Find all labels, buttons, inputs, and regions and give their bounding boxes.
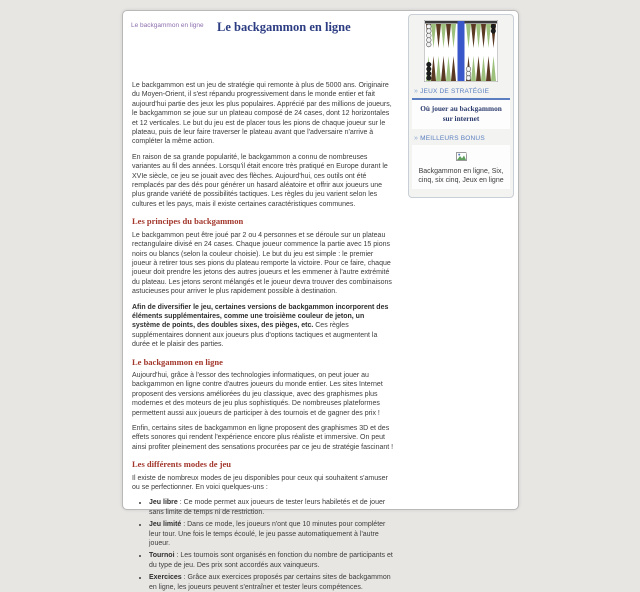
paragraph-online: Aujourd'hui, grâce à l'essor des technologies informatiques, on peut jouer au backgammon en ligne contre d'autres joueurs du monde entier. Les sites Internet proposent des versions améliorées du jeu classique, avec des graphismes plus modernes et des moteurs de jeu plus sophistiqués. De nombreuses plateformes permettent aussi aux joueurs de participer à des tournois et de gagner des prix ! — [132, 371, 383, 417]
list-item-text: : Dans ce mode, les joueurs n'ont que 10 minutes pour compléter leur tour. Une fois le temps écoulé, le jeu passe automatiquement à l'autre joueur. — [149, 521, 386, 548]
list-item-text: : Les tournois sont organisés en fonction du nombre de participants et du type de jeu. Des prix sont accordés aux vainqueurs. — [149, 552, 393, 569]
sidebar-play-box — [412, 98, 510, 129]
sidebar-section-bonus — [414, 135, 510, 142]
sidebar-bonus-box — [412, 145, 510, 189]
list-item-label: Tournoi — [149, 552, 175, 560]
broken-image-icon — [456, 148, 467, 166]
paragraph-variants — [132, 303, 394, 350]
list-item — [149, 498, 394, 517]
bonus-links[interactable]: Backgammon en ligne, Six, cinq, six cinq, Jeux en ligne — [418, 167, 504, 184]
list-item — [149, 551, 394, 570]
list-item-label: Jeu libre — [149, 499, 178, 507]
breadcrumb-link[interactable]: Le backgammon en ligne — [131, 22, 204, 29]
list-item — [149, 573, 394, 592]
list-item-text: : Ce mode permet aux joueurs de tester leurs habiletés et de jouer sans limite de temps ni de restriction. — [149, 499, 386, 516]
page-title: Le backgammon en ligne — [217, 20, 351, 34]
article — [132, 81, 394, 592]
list-item-label: Exercices — [149, 574, 182, 582]
paragraph-variants-bold: Afin de diversifier le jeu, certaines versions de backgammon incorporent des éléments supplémentaires, comme une troisième couleur de jeton, un système de points, des doubles sixes, des pièges, etc. — [132, 303, 389, 330]
paragraph-3d: Enfin, certains sites de backgammon en ligne proposent des graphismes 3D et des effets sonores qui rendent l'expérience encore plus réaliste et immersive. On peut ainsi profiter pleinement des sensations procurées par ce jeu de stratégie fascinant ! — [132, 425, 394, 451]
paragraph-history: En raison de sa grande popularité, le backgammon a connu de nombreuses variantes au fil des années. Lorsqu'il était encore très pratiqué en Europe durant le XVIe siècle, ce jeu se jouait avec des flèches. Aujourd'hui, ces outils ont été remplacés par des dés pour générer un hasard aléatoire et offrir aux joueurs une plus grande variété de possibilités tactiques. Les règles du jeu varient selon les cultures et les pays, mais il existe certaines caractéristiques communes. — [132, 153, 388, 208]
backgammon-board-image — [424, 20, 498, 82]
heading-online: Le backgammon en ligne — [132, 356, 223, 367]
chevron-right-icon: » — [414, 88, 419, 95]
paragraph-rules: Le backgammon peut être joué par 2 ou 4 personnes et se déroule sur un plateau rectangulaire divisé en 24 cases. Chaque joueur commence la partie avec 15 pions noirs ou blancs (selon la couleur choisie). Le but du jeu est simple : le premier joueur à retirer tous ses pions du plateau remporte la victoire. Pour ce faire, chaque joueur doit prendre les jetons des autres joueurs et les emmener à l'autre extrémité du plateau. Les jetons seront mélangés et le joueur devra trouver des combinaisons astucieuses pour arriver le plus rapidement possible à destination. — [132, 231, 392, 296]
sidebar-section-strategy — [414, 88, 510, 95]
play-backgammon-link[interactable]: Où jouer au backgammon sur internet — [420, 104, 502, 123]
sidebar-section-bonus-label: MEILLEURS BONUS — [420, 134, 485, 142]
list-item-label: Jeu limité — [149, 521, 182, 529]
content-page — [122, 10, 519, 591]
heading-principles: Les principes du backgammon — [132, 216, 244, 227]
paragraph-variants-rest: Ces règles supplémentaires donnent aux joueurs plus d'options tactiques et augmentent la durée et le plaisir des parties. — [132, 322, 378, 349]
paragraph-intro: Le backgammon est un jeu de stratégie qui remonte à plus de 5000 ans. Originaire du Moyen-Orient, il s'est répandu progressivement dans le monde entier et fait aujourd'hui partie des jeux les plus populaires. Apprécié par des millions de joueurs, le backgammon se joue sur un plateau composé de 24 cases, dont 12 horizontales et 12 verticales. Le but du jeu est de placer tous les pions de chaque joueur sur le plateau, puis de leur faire traverser le plateau avant que l'adversaire n'arrive à compléter la même action. — [132, 82, 392, 146]
list-item-text: : Grâce aux exercices proposés par certains sites de backgammon en ligne, les joueurs peuvent s'entraîner et tester leurs compétences. — [149, 574, 391, 591]
chevron-right-icon: » — [414, 134, 419, 142]
game-modes-list — [149, 498, 394, 592]
list-item — [149, 520, 394, 548]
paragraph-modes-intro: Il existe de nombreux modes de jeu disponibles pour ceux qui souhaitent s'amuser ou se perfectionner. En voici quelques-uns : — [132, 474, 388, 492]
sidebar — [408, 14, 514, 198]
sidebar-section-strategy-label: JEUX DE STRATÉGIE — [420, 88, 490, 95]
heading-modes: Les différents modes de jeu — [132, 459, 231, 470]
